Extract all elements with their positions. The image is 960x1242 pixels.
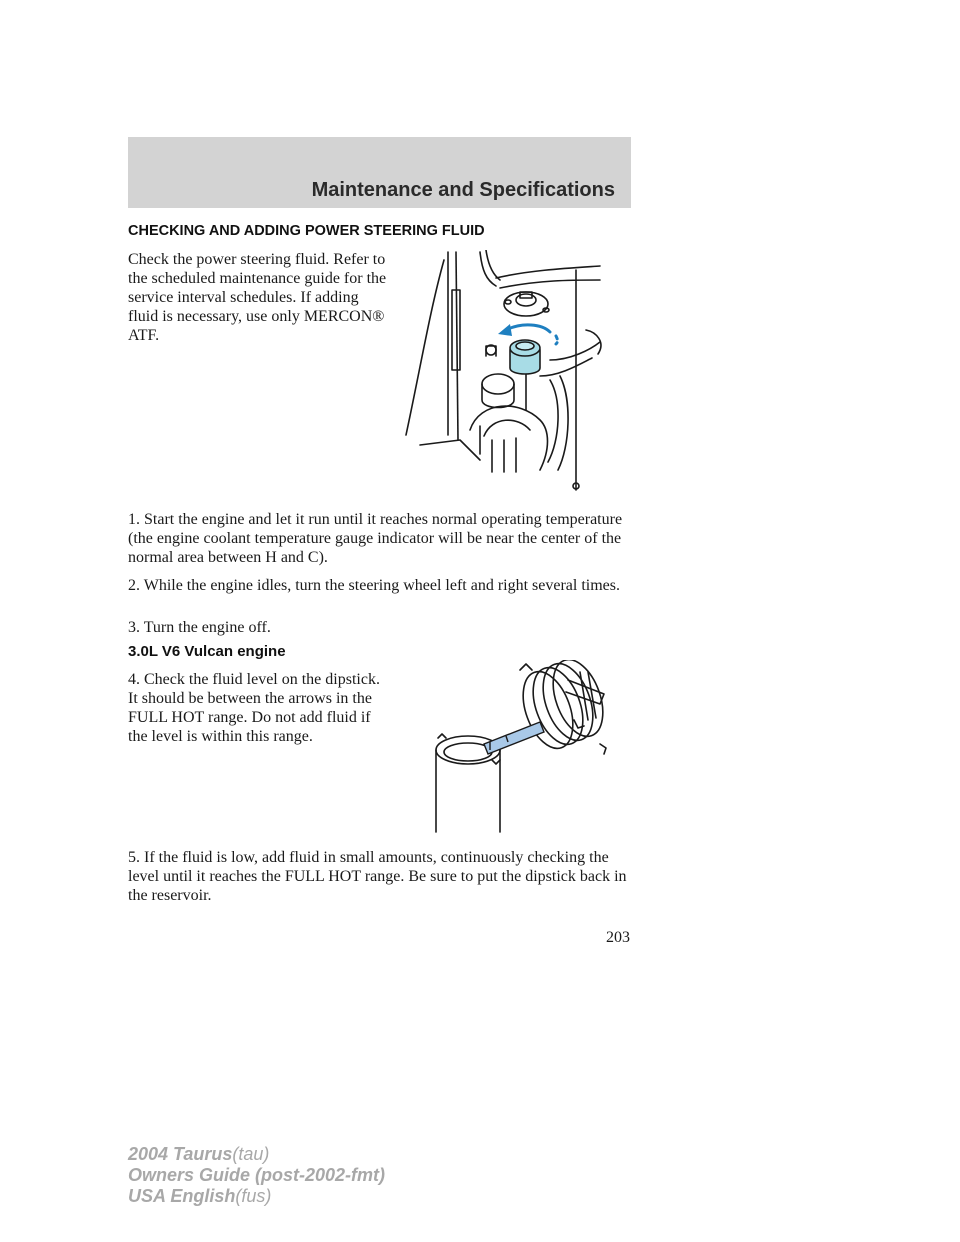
main-heading: CHECKING AND ADDING POWER STEERING FLUID <box>128 223 485 239</box>
header-band <box>128 137 631 208</box>
footer-language: USA English <box>128 1186 236 1206</box>
step-5: 5. If the fluid is low, add fluid in small amounts, continuously checking the level until it reaches the FULL HOT range. Be sure to put the dipstick back in the reservoir. <box>128 849 627 904</box>
sub-heading-engine: 3.0L V6 Vulcan engine <box>128 643 286 660</box>
intro-paragraph: Check the power steering fluid. Refer to the scheduled maintenance guide for the service interval schedules. If adding fluid is necessary, use only MERCON® ATF. <box>128 251 387 344</box>
step-1: 1. Start the engine and let it run until it reaches normal operating temperature (the engine coolant temperature gauge indicator will be near the center of the normal area between H and C). <box>128 511 623 566</box>
step-3: 3. Turn the engine off. <box>128 619 271 636</box>
footer-model: 2004 Taurus <box>128 1144 233 1164</box>
footer-language-code: (fus) <box>235 1186 272 1206</box>
reservoir-cap-dipstick-illustration <box>428 660 618 835</box>
section-title: Maintenance and Specifications <box>311 179 615 201</box>
footer-model-code: (tau) <box>232 1144 270 1164</box>
footer-line-model <box>128 1144 385 1165</box>
footer-guide: Owners Guide (post-2002-fmt) <box>128 1165 386 1185</box>
footer-line-language <box>128 1186 385 1207</box>
footer <box>128 1144 385 1207</box>
page-number: 203 <box>606 929 630 946</box>
step-4: 4. Check the fluid level on the dipstick. It should be between the arrows in the FULL HOT range. Do not add fluid if the level is within this range. <box>128 671 380 745</box>
power-steering-reservoir-illustration <box>400 250 612 500</box>
step-2: 2. While the engine idles, turn the steering wheel left and right several times. <box>128 577 620 594</box>
